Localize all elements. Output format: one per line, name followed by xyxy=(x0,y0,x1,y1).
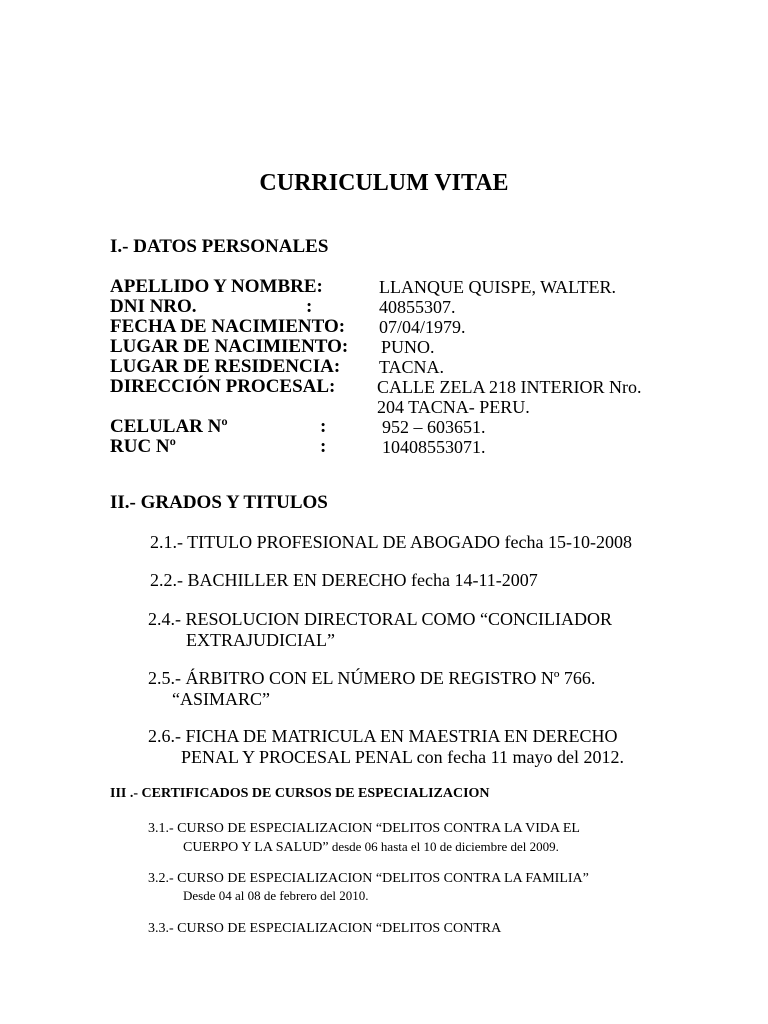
certificate-item-3-1-dates: desde 06 hasta el 10 de diciembre del 2009. xyxy=(328,839,559,854)
degree-item-2-4-line2: EXTRAJUDICIAL” xyxy=(186,630,335,650)
field-value-birth-date: 07/04/1979. xyxy=(379,317,466,337)
degree-item-2-6-line2: PENAL Y PROCESAL PENAL con fecha 11 mayo del 2012. xyxy=(181,747,624,767)
field-value-address: CALLE ZELA 218 INTERIOR Nro. xyxy=(377,377,642,397)
field-value-cellphone: 952 – 603651. xyxy=(382,417,486,437)
field-colon-ruc: : xyxy=(320,436,327,457)
field-value-ruc: 10408553071. xyxy=(382,437,486,457)
certificate-item-3-1: 3.1.- CURSO DE ESPECIALIZACION “DELITOS CONTRA LA VIDA EL xyxy=(148,821,580,836)
field-label-ruc: RUC Nº xyxy=(110,436,176,457)
certificate-item-3-1-course: CUERPO Y LA SALUD” xyxy=(183,840,329,855)
field-value-dni: 40855307. xyxy=(379,297,456,317)
field-value-birth-place: PUNO. xyxy=(381,337,435,357)
certificate-item-3-2-line2 xyxy=(183,887,369,906)
section-heading-certificates: III .- CERTIFICADOS DE CURSOS DE ESPECIALIZACION xyxy=(110,786,490,801)
field-label-birth-date: FECHA DE NACIMIENTO: xyxy=(110,316,346,337)
degree-item-2-5-line2: “ASIMARC” xyxy=(172,689,270,709)
degree-item-2-6: 2.6.- FICHA DE MATRICULA EN MAESTRIA EN DERECHO xyxy=(148,726,618,746)
field-label-dni: DNI NRO. xyxy=(110,296,197,317)
certificate-item-3-2-dates: Desde 04 al 08 de febrero del 2010. xyxy=(183,888,369,903)
section-heading-degrees: II.- GRADOS Y TITULOS xyxy=(110,492,328,513)
field-colon-dni: : xyxy=(306,296,313,317)
field-label-address: DIRECCIÓN PROCESAL: xyxy=(110,376,336,397)
degree-item-2-4: 2.4.- RESOLUCION DIRECTORAL COMO “CONCILIADOR xyxy=(148,609,612,629)
degree-item-2-1: 2.1.- TITULO PROFESIONAL DE ABOGADO fecha 15-10-2008 xyxy=(150,532,632,552)
field-colon-cellphone: : xyxy=(320,416,327,437)
field-label-cellphone: CELULAR Nº xyxy=(110,416,228,437)
certificate-item-3-2: 3.2.- CURSO DE ESPECIALIZACION “DELITOS CONTRA LA FAMILIA” xyxy=(148,871,589,886)
field-value-residence: TACNA. xyxy=(379,357,445,377)
field-value-name: LLANQUE QUISPE, WALTER. xyxy=(379,277,616,297)
degree-item-2-2: 2.2.- BACHILLER EN DERECHO fecha 14-11-2007 xyxy=(150,570,538,590)
degree-item-2-5: 2.5.- ÁRBITRO CON EL NÚMERO DE REGISTRO Nº 766. xyxy=(148,668,596,688)
field-label-birth-place: LUGAR DE NACIMIENTO: xyxy=(110,336,349,357)
field-value-address-line2: 204 TACNA- PERU. xyxy=(377,397,530,417)
document-title: CURRICULUM VITAE xyxy=(259,170,509,196)
section-heading-personal-data: I.- DATOS PERSONALES xyxy=(110,236,329,257)
field-label-residence: LUGAR DE RESIDENCIA: xyxy=(110,356,341,377)
certificate-item-3-1-line2 xyxy=(183,838,559,857)
certificate-item-3-3: 3.3.- CURSO DE ESPECIALIZACION “DELITOS CONTRA xyxy=(148,921,502,936)
field-label-name: APELLIDO Y NOMBRE: xyxy=(110,276,323,297)
